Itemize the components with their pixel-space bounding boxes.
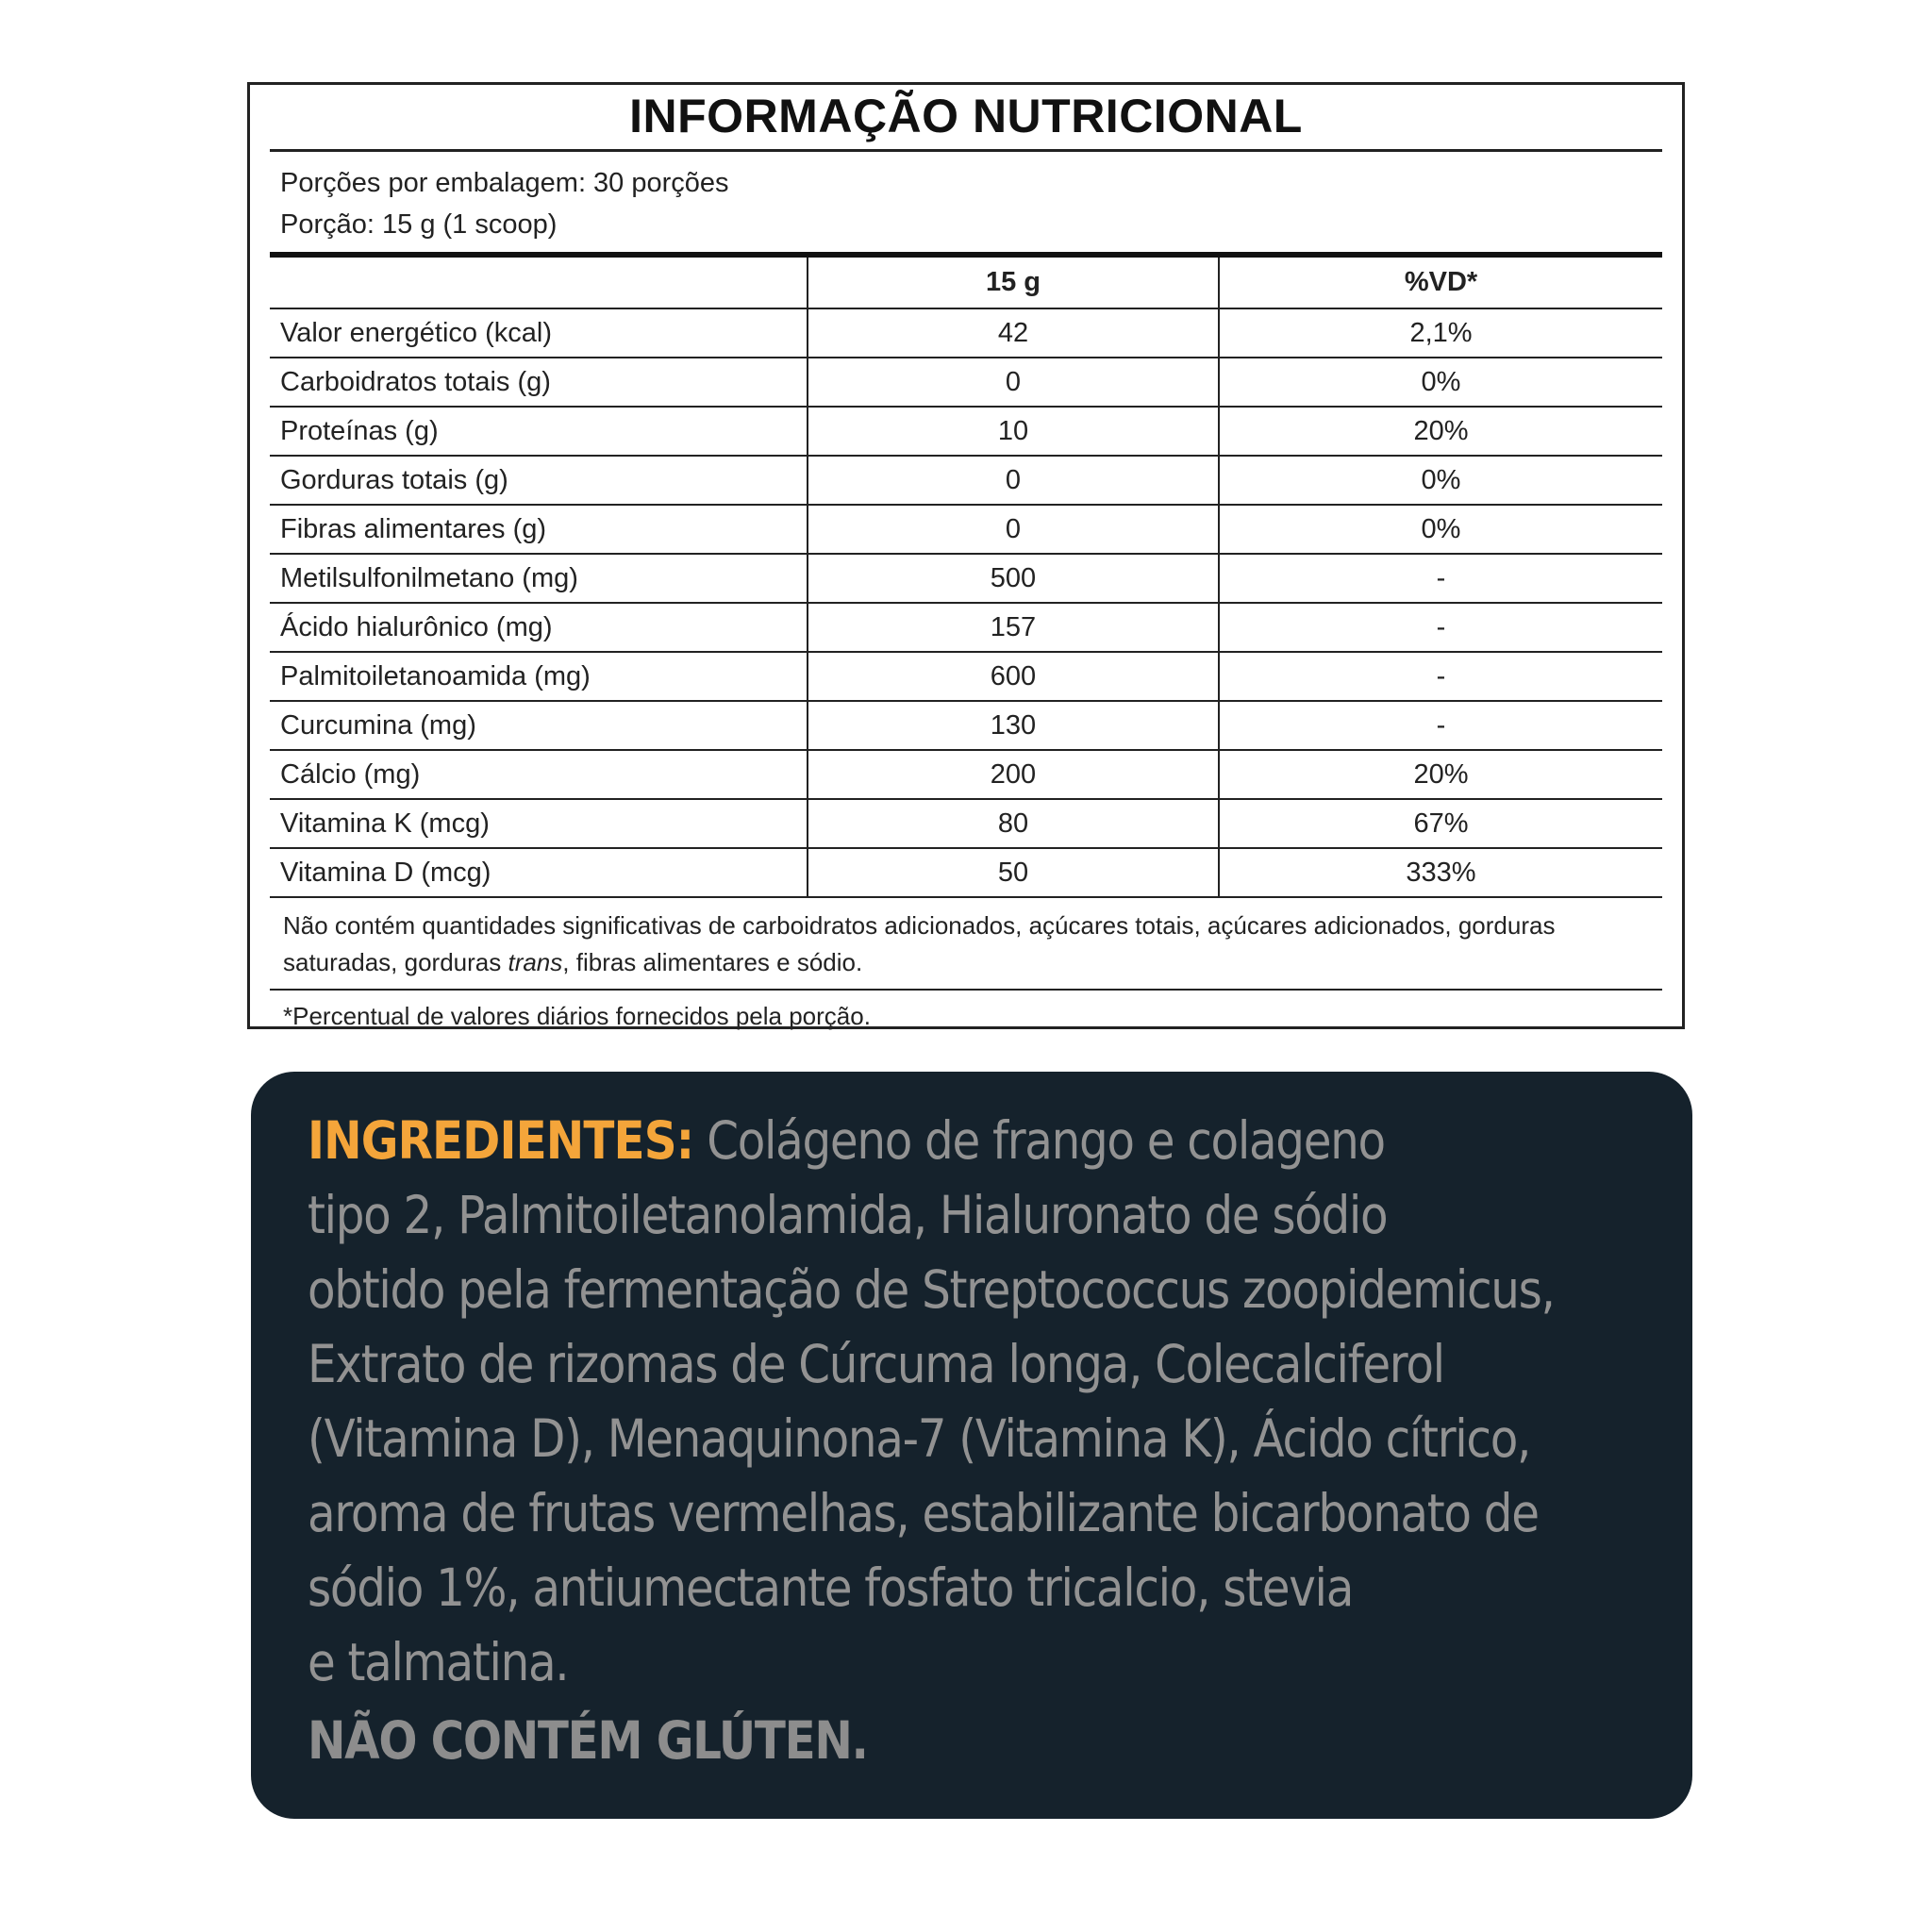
nutrient-amount: 80 <box>808 799 1219 848</box>
nutrient-amount: 157 <box>808 603 1219 652</box>
table-row <box>270 799 1662 848</box>
table-row <box>270 848 1662 897</box>
nutrient-amount: 500 <box>808 554 1219 603</box>
note-italic-text: trans <box>508 948 563 976</box>
ingredients-line: e talmatina. <box>308 1632 569 1692</box>
nutrition-note <box>270 898 1662 991</box>
nutrient-dv: - <box>1219 701 1662 750</box>
nutrient-dv: 0% <box>1219 505 1662 554</box>
nutrient-amount: 130 <box>808 701 1219 750</box>
nutrient-name: Vitamina D (mcg) <box>270 848 808 897</box>
table-header-row <box>270 258 1662 308</box>
nutrient-name: Cálcio (mg) <box>270 750 808 799</box>
ingredients-line: sódio 1%, antiumectante fosfato tricalcio, stevia <box>308 1557 1354 1618</box>
ingredients-line: obtido pela fermentação de Streptococcus zoopidemicus, <box>308 1259 1555 1320</box>
nutrient-dv: 0% <box>1219 358 1662 407</box>
dv-footnote: *Percentual de valores diários fornecidos pela porção. <box>283 1002 871 1030</box>
nutrient-name: Palmitoiletanoamida (mg) <box>270 652 808 701</box>
ingredients-line: Extrato de rizomas de Cúrcuma longa, Colecalciferol <box>308 1334 1444 1394</box>
table-row <box>270 456 1662 505</box>
nutrient-dv: - <box>1219 603 1662 652</box>
ingredients-line <box>308 1104 1653 1178</box>
nutrition-facts-panel <box>247 82 1685 1029</box>
ingredients-line: tipo 2, Palmitoiletanolamida, Hialuronato de sódio <box>308 1185 1388 1245</box>
nutrient-name: Valor energético (kcal) <box>270 308 808 358</box>
column-header-nutrient <box>270 258 808 308</box>
nutrition-table-body <box>270 308 1662 897</box>
table-row <box>270 407 1662 456</box>
serving-size: Porção: 15 g (1 scoop) <box>280 209 558 240</box>
table-row <box>270 358 1662 407</box>
table-row <box>270 701 1662 750</box>
serving-info <box>270 152 1662 258</box>
note-text-end: , fibras alimentares e sódio. <box>562 948 863 976</box>
table-row <box>270 603 1662 652</box>
nutrient-dv: 2,1% <box>1219 308 1662 358</box>
nutrient-amount: 42 <box>808 308 1219 358</box>
nutrition-title: INFORMAÇÃO NUTRICIONAL <box>270 85 1662 152</box>
nutrient-name: Vitamina K (mcg) <box>270 799 808 848</box>
nutrient-dv: - <box>1219 554 1662 603</box>
servings-per-pack: Porções por embalagem: 30 porções <box>280 168 729 198</box>
nutrient-amount: 0 <box>808 456 1219 505</box>
table-row <box>270 505 1662 554</box>
ingredients-line: aroma de frutas vermelhas, estabilizante bicarbonato de <box>308 1483 1539 1543</box>
nutrient-amount: 0 <box>808 505 1219 554</box>
nutrient-name: Carboidratos totais (g) <box>270 358 808 407</box>
nutrient-name: Ácido hialurônico (mg) <box>270 603 808 652</box>
nutrition-table <box>270 258 1662 898</box>
nutrient-name: Curcumina (mg) <box>270 701 808 750</box>
nutrient-dv: 20% <box>1219 407 1662 456</box>
nutrient-dv: 20% <box>1219 750 1662 799</box>
ingredients-line: (Vitamina D), Menaquinona-7 (Vitamina K), Ácido cítrico, <box>308 1408 1531 1469</box>
gluten-free-notice: NÃO CONTÉM GLÚTEN. <box>308 1710 868 1771</box>
nutrient-amount: 0 <box>808 358 1219 407</box>
table-row <box>270 308 1662 358</box>
nutrient-name: Proteínas (g) <box>270 407 808 456</box>
nutrient-name: Fibras alimentares (g) <box>270 505 808 554</box>
ingredients-line-text: Colágeno de frango e colageno <box>693 1110 1385 1171</box>
nutrient-dv: 0% <box>1219 456 1662 505</box>
nutrient-amount: 10 <box>808 407 1219 456</box>
ingredients-panel <box>251 1072 1692 1819</box>
nutrient-dv: 67% <box>1219 799 1662 848</box>
nutrient-dv: - <box>1219 652 1662 701</box>
nutrient-amount: 200 <box>808 750 1219 799</box>
nutrient-amount: 600 <box>808 652 1219 701</box>
table-row <box>270 750 1662 799</box>
table-row <box>270 652 1662 701</box>
ingredients-label: INGREDIENTES: <box>308 1110 694 1171</box>
table-row <box>270 554 1662 603</box>
column-header-dv: %VD* <box>1219 258 1662 308</box>
nutrient-dv: 333% <box>1219 848 1662 897</box>
nutrient-name: Gorduras totais (g) <box>270 456 808 505</box>
note-text: Não contém quantidades significativas de carboidratos adicionados, açúcares totais, açúcares adicionados, gorduras saturadas, gorduras <box>283 911 1556 976</box>
nutrient-name: Metilsulfonilmetano (mg) <box>270 554 808 603</box>
column-header-amount: 15 g <box>808 258 1219 308</box>
nutrient-amount: 50 <box>808 848 1219 897</box>
